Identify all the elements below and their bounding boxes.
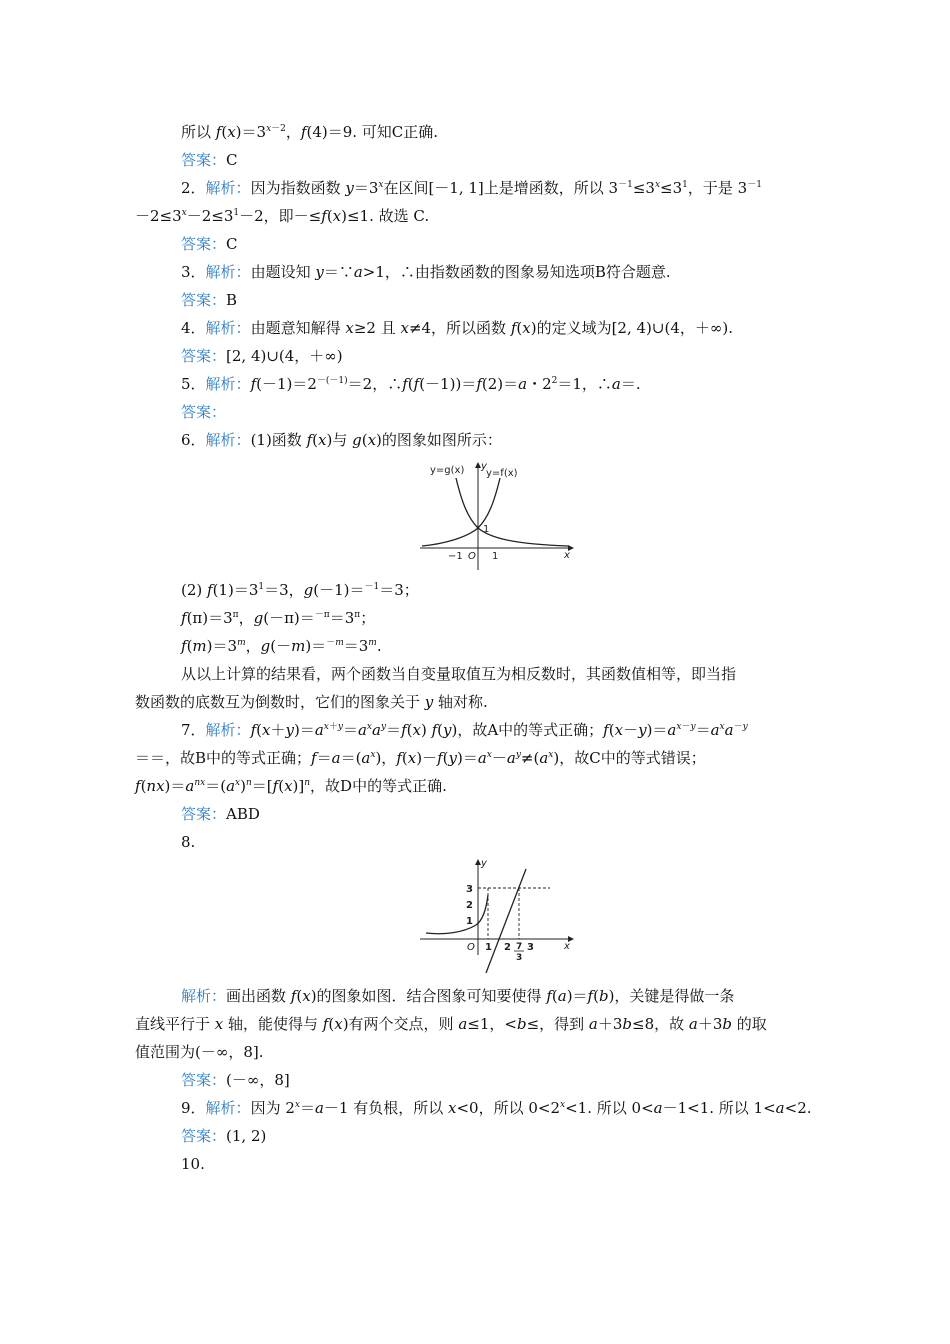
x-frac-den: 3: [516, 953, 523, 963]
tick-neg1: −1: [448, 551, 463, 562]
line-q6-4: $f(m)=3^m$，$g(-m)=^{-m}=3^m$.: [181, 637, 382, 655]
y-tick-3: 3: [466, 884, 473, 895]
line-q6-3: $f(\pi)=3^\pi$，$g(-\pi)=^{-\pi}=3^\pi$；: [181, 609, 376, 627]
line-q7-2: ＝＝，故B中的等式正确；$f=a=(a^x)$，$f(x)-f(y)=a^x-a^y\ne(a^x)$，故C中的等式错误；: [135, 749, 706, 767]
answer-3: 答案：B: [181, 291, 238, 309]
answer-5: 答案：: [181, 403, 227, 421]
line-q9: 9．解析：因为 $2^x=a-1$ 有负根，所以 x<0，所以 $0<2^x<1$. 所以 0<a－1<1. 所以 1<a<2.: [181, 1099, 812, 1117]
x-axis-label: x: [564, 941, 570, 952]
x-axis-label: x: [564, 550, 570, 561]
figure-piecewise-graph: [418, 855, 578, 977]
line-q6-6: 数函数的底数互为倒数时，它们的图象关于 y 轴对称.: [135, 693, 488, 711]
y-tick-1: 1: [483, 524, 490, 535]
y-axis-label: y: [481, 461, 487, 472]
answer-4: 答案：[2, 4)∪(4，＋∞): [181, 347, 343, 365]
line-q2-cont: $-2\le 3^x-2\le 3^1-2$，即－≤f(x)≤1. 故选 C.: [135, 207, 430, 225]
line-q7-3: $f(nx)=a^{nx}=(a^x)^n=[f(x)]^n$，故D中的等式正确.: [135, 777, 447, 795]
line-q8-analysis-2: 直线平行于 x 轴，能使得与 f(x)有两个交点，则 a≤1，<b≤，得到 a＋3b≤8，故 a＋3b 的取: [135, 1015, 767, 1033]
origin-label: O: [468, 551, 476, 562]
line-q8-analysis-3: 值范围为(－∞，8].: [135, 1043, 264, 1061]
line-q5: 5．解析：$f(-1)=2^{-(-1)}=2$，∴f(f(－1))＝f(2)＝a・$2^2=1$，∴a＝.: [181, 375, 641, 393]
x-tick-1: 1: [485, 942, 492, 953]
answer-2: 答案：C: [181, 235, 238, 253]
line-q6-5: 从以上计算的结果看，两个函数当自变量取值互为相反数时，其函数值相等，即当指: [181, 665, 737, 683]
line-q8-analysis: 解析：画出函数 f(x)的图象如图．结合图象可知要使得 f(a)＝f(b)，关键是得做一条: [181, 987, 735, 1005]
y-tick-2: 2: [466, 900, 473, 911]
x-tick-2: 2: [504, 942, 511, 953]
answer-8: 答案：(－∞，8]: [181, 1071, 290, 1089]
line-q2: 2．解析：因为指数函数 $y=3^x$在区间[－1, 1]上是增函数，所以 $3^{-1}\le 3^x\le 3^1$，于是 $3^{-1}$: [181, 179, 762, 197]
y-axis-label: y: [481, 858, 487, 869]
curve-f: [422, 478, 500, 546]
line-q7: 7．解析：$f(x+y)=a^{x+y}=a^xa^y=f(x)$ f(y)，故A中的等式正确；$f(x-y)=a^{x-y}=a^xa^{-y}$: [181, 721, 748, 739]
y-tick-1: 1: [466, 916, 473, 927]
label-g: y=g(x): [430, 465, 465, 476]
answer-7: 答案：ABD: [181, 805, 260, 823]
line-q6-2: (2) $f(1)=3^1=3$，g(－1)＝$^{-1}$＝3；: [181, 581, 419, 599]
answer-1: 答案：C: [181, 151, 238, 169]
answer-9: 答案：(1, 2): [181, 1127, 267, 1145]
curve-left: [426, 895, 488, 934]
line-q3: 3．解析：由题设知 y＝∵a>1，∴由指数函数的图象易知选项B符合题意.: [181, 263, 671, 281]
x-tick-3: 3: [527, 942, 534, 953]
origin-label: O: [467, 942, 475, 953]
line-1: 所以 $f(x)=3^{x-2}$，f(4)＝9. 可知C正确.: [181, 123, 439, 141]
tick-1: 1: [492, 551, 499, 562]
line-q8: 8.: [181, 833, 196, 851]
line-q6: 6．解析：(1)函数 f(x)与 g(x)的图象如图所示：: [181, 431, 502, 449]
line-q10: 10.: [181, 1155, 205, 1173]
figure-exp-graphs: [418, 458, 578, 574]
line-q4: 4．解析：由题意知解得 x≥2 且 x≠4，所以函数 f(x)的定义域为[2, 4)∪(4，＋∞).: [181, 319, 733, 337]
curve-g: [456, 478, 568, 546]
x-frac-num: 7: [516, 942, 523, 952]
label-f: y=f(x): [486, 468, 518, 479]
